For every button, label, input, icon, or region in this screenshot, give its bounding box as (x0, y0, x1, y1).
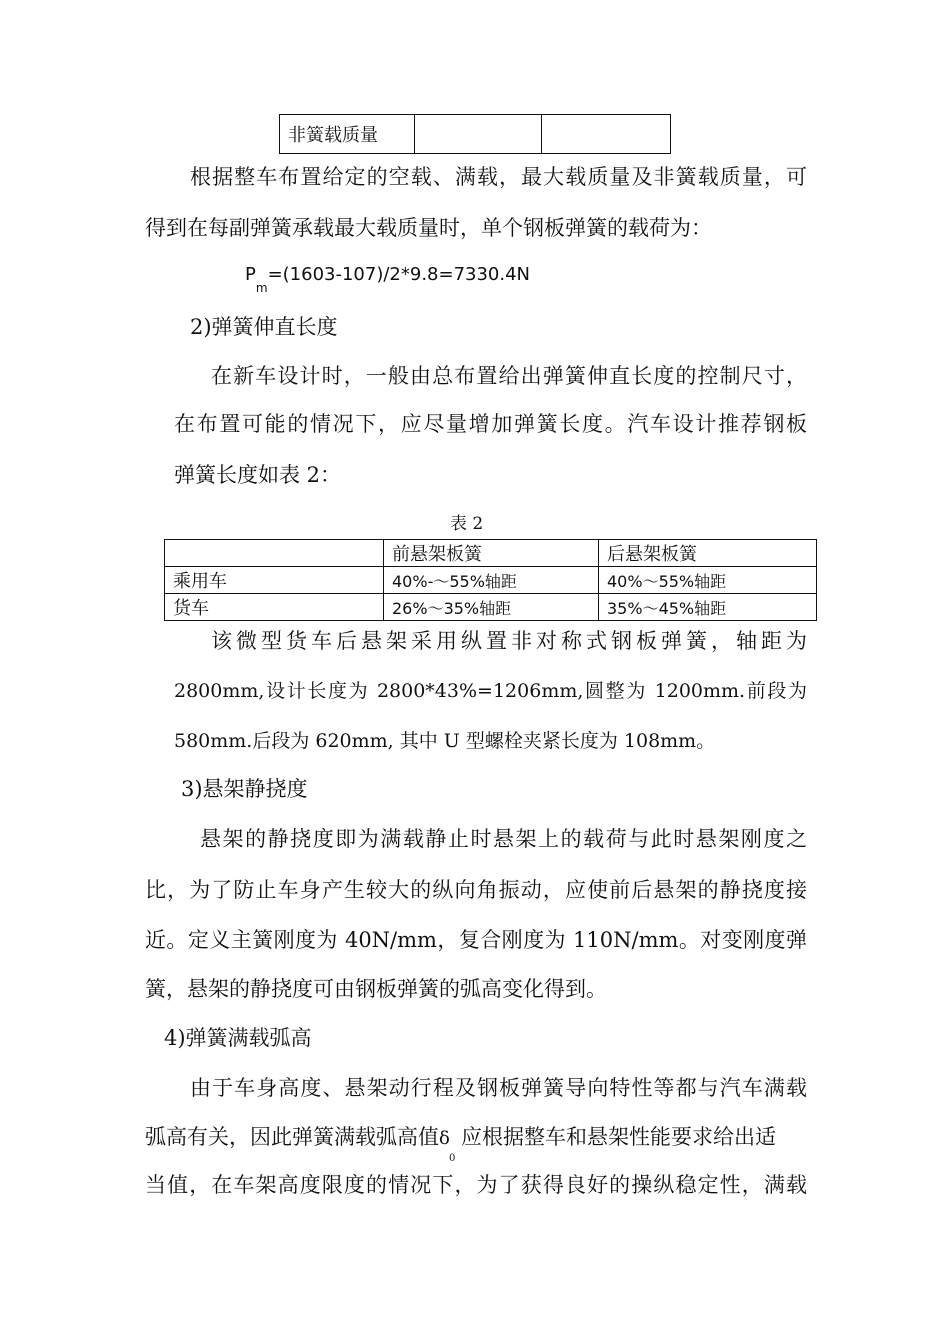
paragraph-line: 在布置可能的情况下，应尽量增加弹簧长度。汽车设计推荐钢板 (174, 412, 807, 436)
paragraph-line: 比，为了防止车身产生较大的纵向角振动，应使前后悬架的静挠度接 (145, 878, 807, 902)
table-cell: 货车 (165, 594, 384, 621)
table-row (165, 567, 817, 594)
table-header-cell (165, 540, 384, 567)
section-heading: 2)弹簧伸直长度 (190, 315, 338, 339)
table-cell: 35%～45%轴距 (599, 594, 817, 621)
paragraph-line: 近。定义主簧刚度为 40N/mm，复合刚度为 110N/mm。对变刚度弹 (145, 928, 807, 952)
text-run: 应根据整车和悬架性能要求给出适 (461, 1125, 776, 1149)
table-cell (415, 115, 542, 154)
formula (245, 264, 531, 295)
paragraph-line: 根据整车布置给定的空载、满载，最大载质量及非簧载质量，可 (190, 165, 807, 189)
formula-expression: =(1603-107)/2*9.8=7330.4N (267, 264, 531, 285)
table-2 (164, 539, 817, 621)
table-header-cell: 后悬架板簧 (599, 540, 817, 567)
table-cell: 26%～35%轴距 (384, 594, 599, 621)
formula-symbol: P (245, 264, 256, 285)
section-heading: 4)弹簧满载弧高 (164, 1026, 312, 1050)
section-heading: 3)悬架静挠度 (181, 777, 308, 801)
paragraph-line: 在新车设计时，一般由总布置给出弹簧伸直长度的控制尺寸， (211, 364, 807, 388)
paragraph-line: 簧，悬架的静挠度可由钢板弹簧的弧高变化得到。 (145, 977, 607, 1001)
table-caption: 表 2 (450, 514, 484, 534)
table-1 (279, 114, 671, 154)
delta-symbol (439, 1123, 461, 1164)
paragraph-line: 得到在每副弹簧承载最大载质量时，单个钢板弹簧的载荷为： (145, 216, 712, 240)
table-cell: 40%～55%轴距 (599, 567, 817, 594)
table-cell: 乘用车 (165, 567, 384, 594)
paragraph-line: 当值，在车架高度限度的情况下，为了获得良好的操纵稳定性，满载 (145, 1173, 807, 1197)
table-cell (542, 115, 671, 154)
formula-subscript: m (255, 281, 268, 295)
paragraph-line: 2800mm,设计长度为 2800*43%=1206mm,圆整为 1200mm.前段为 (174, 680, 807, 702)
table-row (165, 594, 817, 621)
table-cell: 40%-～55%轴距 (384, 567, 599, 594)
paragraph-line: 该微型货车后悬架采用纵置非对称式钢板弹簧，轴距为 (211, 629, 807, 653)
table-header-row (165, 540, 817, 567)
table-cell: 非簧载质量 (280, 115, 415, 154)
delta-glyph: δ (439, 1128, 450, 1149)
delta-subscript: 0 (449, 1153, 456, 1164)
table-header-cell: 前悬架板簧 (384, 540, 599, 567)
paragraph-line (145, 1123, 807, 1164)
paragraph-line: 580mm.后段为 620mm, 其中 U 型螺栓夹紧长度为 108mm。 (174, 730, 716, 752)
paragraph-line: 弹簧长度如表 2： (174, 463, 342, 487)
paragraph-line: 由于车身高度、悬架动行程及钢板弹簧导向特性等都与汽车满载 (190, 1076, 807, 1100)
paragraph-line: 悬架的静挠度即为满载静止时悬架上的载荷与此时悬架刚度之 (200, 827, 807, 851)
table-row (280, 115, 671, 154)
text-run: 弧高有关，因此弹簧满载弧高值 (145, 1125, 439, 1149)
